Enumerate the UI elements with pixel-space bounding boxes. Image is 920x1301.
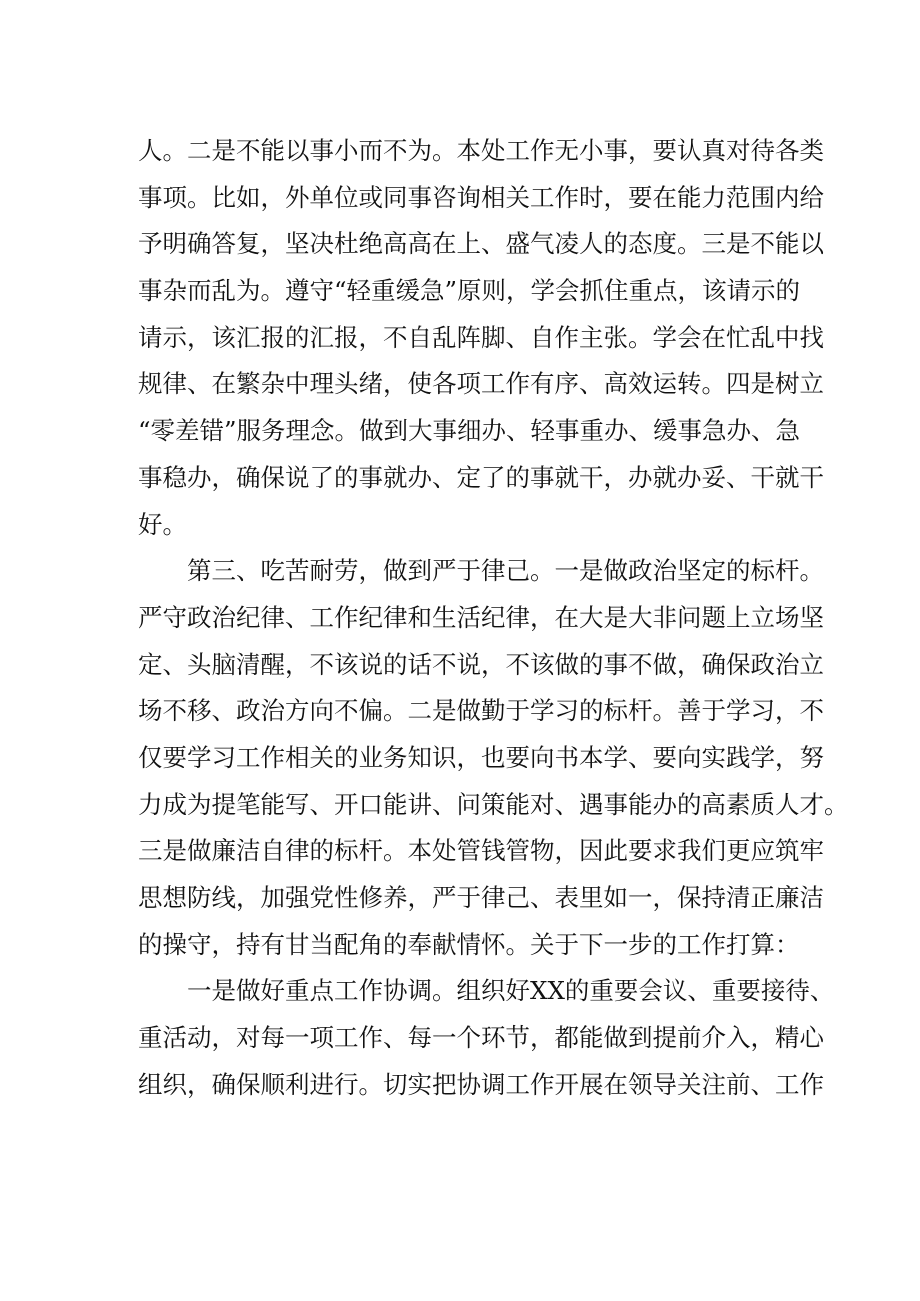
text-line: 予明确答复，坚决杜绝高高在上、盛气凌人的态度。三是不能以 — [138, 229, 824, 259]
body-text — [138, 128, 849, 1108]
text-line: 好。 — [138, 509, 187, 539]
text-line: 事项。比如，外单位或同事咨询相关工作时，要在能力范围内给 — [138, 182, 824, 212]
text-line: 定、头脑清醒，不该说的话不说，不该做的事不做，确保政治立 — [138, 649, 824, 679]
paragraph-start-line: 一是做好重点工作协调。组织好XX的重要会议、重要接待、 — [187, 976, 835, 1006]
text-line: 思想防线，加强党性修养，严于律己、表里如一，保持清正廉洁 — [138, 883, 824, 912]
text-line: 事稳办，确保说了的事就办、定了的事就干，办就办妥、干就干 — [138, 462, 824, 492]
text-line: “零差错”服务理念。做到大事细办、轻事重办、缓事急办、急 — [138, 416, 801, 446]
text-line: 规律、在繁杂中理头绪，使各项工作有序、高效运转。四是树立 — [138, 369, 824, 399]
text-line: 请示，该汇报的汇报，不自乱阵脚、自作主张。学会在忙乱中找 — [138, 322, 824, 352]
text-line: 三是做廉洁自律的标杆。本处管钱管物，因此要求我们更应筑牢 — [138, 836, 824, 866]
text-line: 场不移、政治方向不偏。二是做勤于学习的标杆。善于学习，不 — [138, 696, 824, 726]
text-line: 重活动，对每一项工作、每一个环节，都能做到提前介入，精心 — [138, 1023, 824, 1053]
text-line: 的操守，持有甘当配角的奉献情怀。关于下一步的工作打算： — [138, 929, 800, 959]
text-line: 仅要学习工作相关的业务知识，也要向书本学、要向实践学，努 — [138, 742, 824, 772]
text-line: 力成为提笔能写、开口能讲、问策能对、遇事能办的高素质人才。 — [138, 789, 849, 819]
text-line: 严守政治纪律、工作纪律和生活纪律，在大是大非问题上立场坚 — [138, 602, 824, 632]
text-line: 组织，确保顺利进行。切实把协调工作开展在领导关注前、工作 — [138, 1069, 824, 1099]
text-line: 事杂而乱为。遵守“轻重缓急”原则，学会抓住重点，该请示的 — [138, 276, 801, 306]
paragraph-start-line: 第三、吃苦耐劳，做到严于律己。一是做政治坚定的标杆。 — [187, 556, 824, 586]
text-line: 人。二是不能以事小而不为。本处工作无小事，要认真对待各类 — [138, 136, 824, 165]
